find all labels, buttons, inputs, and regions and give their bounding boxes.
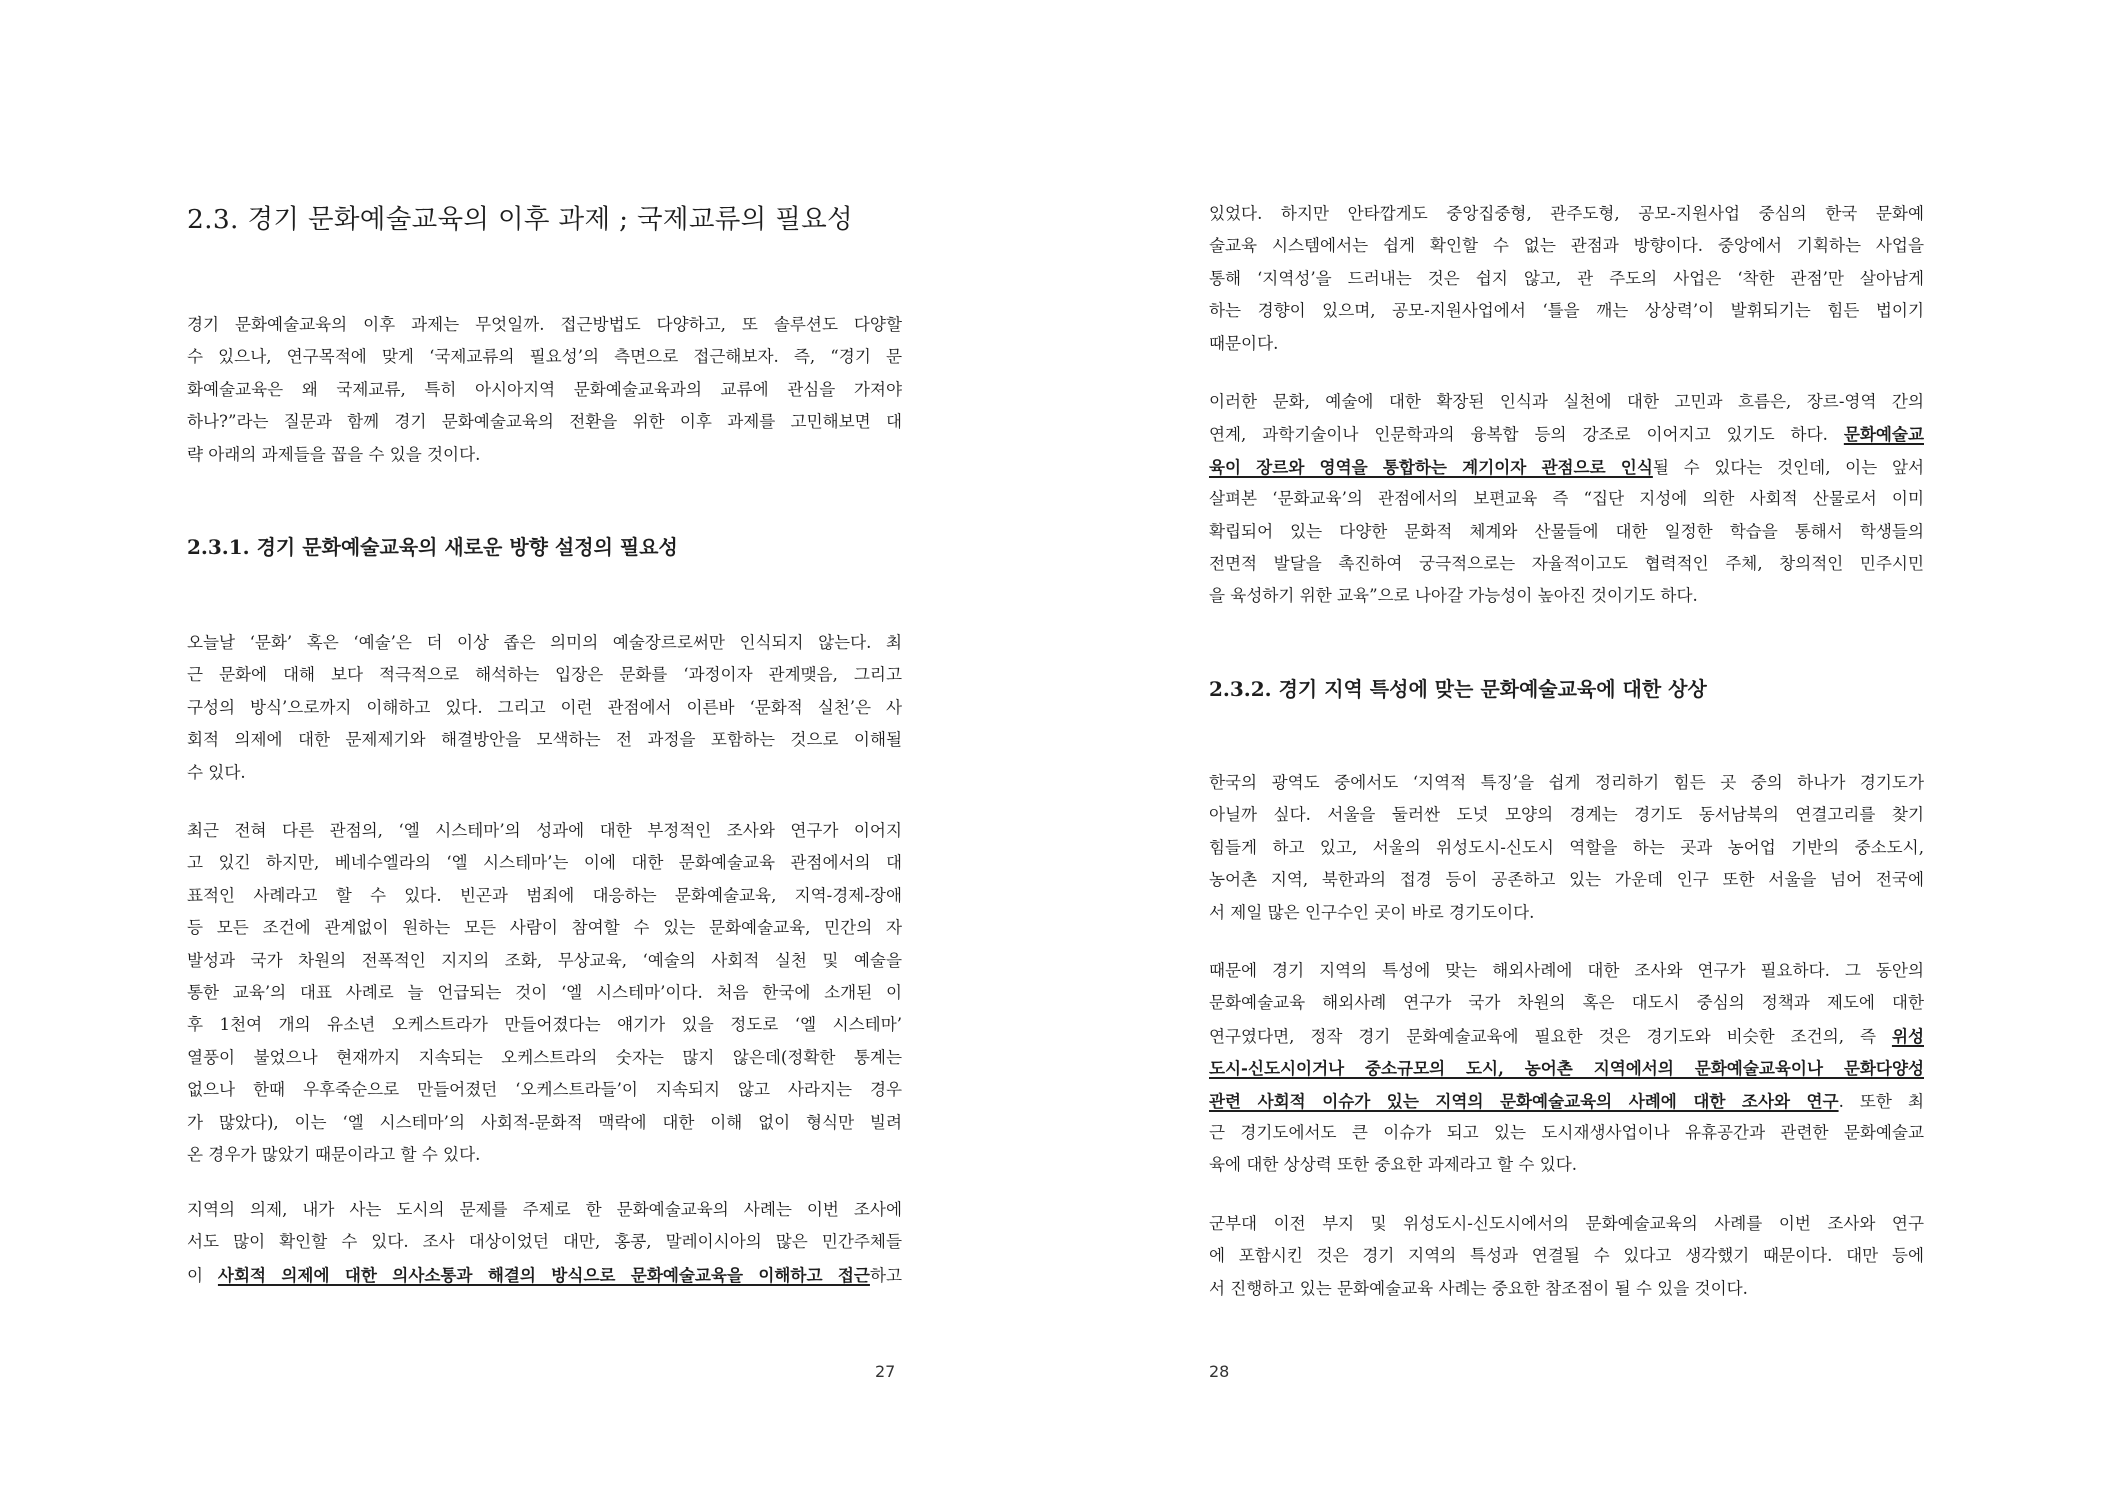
text-line: 없으나 한때 우후죽순으로 만들어졌던 ‘오케스트라들’이 지속되지 않고 사라지는 경우: [187, 1080, 902, 1100]
text-line: 최근 전혀 다른 관점의, ‘엘 시스테마’의 성과에 대한 부정적인 조사와 연구가 이어지: [187, 821, 902, 840]
text-line: 온 경우가 많았기 때문이라고 할 수 있다.: [187, 1144, 481, 1164]
text-line: 살펴본 ‘문화교육’의 관점에서의 보편교육 즉 “집단 지성에 의한 사회적 산물로서 이미: [1209, 489, 1924, 509]
text-line: 통해 ‘지역성’을 드러내는 것은 쉽지 않고, 관 주도의 사업은 ‘착한 관점’만 살아남게: [1209, 268, 1924, 288]
paragraph-1: [1209, 198, 1924, 360]
text-line: 표적인 사례라고 할 수 있다. 빈곤과 범죄에 대응하는 문화예술교육, 지역-경제-장애: [187, 885, 902, 905]
paragraph-5: [1209, 1208, 1924, 1305]
page-number: 28: [1209, 1362, 1230, 1381]
text-line: 확립되어 있는 다양한 문화적 체계와 산물들에 대한 일정한 학습을 통해서 학생들의: [1209, 521, 1924, 541]
text-line: 회적 의제에 대한 문제제기와 해결방안을 모색하는 전 과정을 포함하는 것으로 이해될: [187, 730, 902, 750]
text-line: 근 경기도에서도 큰 이슈가 되고 있는 도시재생사업이나 유휴공간과 관련한 문화예술교: [1209, 1122, 1924, 1142]
paragraph-3: [1209, 767, 1924, 929]
text-line: 서도 많이 확인할 수 있다. 조사 대상이었던 대만, 홍콩, 말레이시아의 많은 민간주체들: [187, 1232, 902, 1252]
text-line: 농어촌 지역, 북한과의 접경 등이 공존하고 있는 가운데 인구 또한 서울을 넘어 전국에: [1209, 870, 1924, 890]
text-line: 가 많았다), 이는 ‘엘 시스테마’의 사회적-문화적 맥락에 대한 이해 없이 형식만 빌려: [187, 1112, 902, 1132]
text-line: 수 있으나, 연구목적에 맞게 ‘국제교류의 필요성’의 측면으로 접근해보자. 즉, “경기 문: [187, 347, 902, 367]
paragraph-1: [187, 627, 902, 789]
underlined-emphasis: 문화예술교: [1843, 424, 1924, 445]
text-line: 때문이다.: [1209, 333, 1279, 353]
text-line: 서 진행하고 있는 문화예술교육 사례는 중요한 참조점이 될 수 있을 것이다.: [1209, 1278, 1748, 1298]
subsection-title: 2.3.2. 경기 지역 특성에 맞는 문화예술교육에 대한 상상: [1209, 677, 1707, 701]
page-number: 27: [875, 1362, 896, 1381]
text-segment: 연계, 과학기술이나 인문학과의 융복합 등의 강조로 이어지고 있기도 하다.: [1209, 425, 1844, 445]
text-line: 경기 문화예술교육의 이후 과제는 무엇일까. 접근방법도 다양하고, 또 솔루션도 다양할: [187, 315, 902, 334]
text-line: [187, 1259, 902, 1291]
underlined-emphasis: 사회적 의제에 대한 의사소통과 해결의 방식으로 문화예술교육을 이해하고 접근: [217, 1264, 870, 1285]
text-line: 이러한 문화, 예술에 대한 확장된 인식과 실천에 대한 고민과 흐름은, 장르-영역 간의: [1209, 392, 1924, 411]
text-line: 에 포함시킨 것은 경기 지역의 특성과 연결될 수 있다고 생각했기 때문이다. 대만 등에: [1209, 1246, 1924, 1266]
text-line: 열풍이 불었으나 현재까지 지속되는 오케스트라의 숫자는 많지 않은데(정확한 통계는: [187, 1047, 902, 1067]
text-line: 후 1천여 개의 유소년 오케스트라가 만들어졌다는 얘기가 있을 정도로 ‘엘 시스테마’: [187, 1015, 902, 1035]
text-line: [1209, 418, 1924, 450]
intro-paragraph: [187, 309, 902, 471]
text-line: 전면적 발달을 촉진하여 궁극적으로는 자율적이고도 협력적인 주체, 창의적인 민주시민: [1209, 553, 1924, 573]
text-line: 통한 교육’의 대표 사례로 늘 언급되는 것이 ‘엘 시스테마’이다. 처음 한국에 소개된 이: [187, 982, 902, 1002]
text-line: 군부대 이전 부지 및 위성도시-신도시에서의 문화예술교육의 사례를 이번 조사와 연구: [1209, 1214, 1924, 1233]
paragraph-2: [1209, 386, 1924, 613]
paragraph-2: [187, 815, 902, 1171]
text-line: 오늘날 ‘문화’ 혹은 ‘예술’은 더 이상 좁은 의미의 예술장르로써만 인식되지 않는다. 최: [187, 633, 902, 652]
underlined-emphasis: 위성: [1891, 1025, 1924, 1046]
underlined-emphasis: 관련 사회적 이슈가 있는 지역의 문화예술교육의 사례에 대한 조사와 연구: [1209, 1090, 1839, 1111]
text-segment: 될 수 있다는 것인데, 이는 앞서: [1652, 457, 1924, 477]
text-line: 서 제일 많은 인구수인 곳이 바로 경기도이다.: [1209, 902, 1535, 922]
text-line: 힘들게 하고 있고, 서울의 위성도시-신도시 역할을 하는 곳과 농어업 기반의 중소도시,: [1209, 837, 1924, 857]
text-line: [1209, 1020, 1924, 1052]
text-segment: 이: [187, 1265, 218, 1285]
text-line: 수 있다.: [187, 762, 246, 782]
paragraph-3: [187, 1194, 902, 1291]
left-page: [0, 0, 1052, 1488]
underlined-emphasis: 육이 장르와 영역을 통합하는 계기이자 관점으로 인식: [1209, 456, 1653, 477]
text-line: 있었다. 하지만 안타깝게도 중앙집중형, 관주도형, 공모-지원사업 중심의 한국 문화예: [1209, 204, 1924, 223]
text-line: 략 아래의 과제들을 꼽을 수 있을 것이다.: [187, 444, 481, 464]
text-segment: . 또한 최: [1838, 1091, 1924, 1111]
text-line: 아닐까 싶다. 서울을 둘러싼 도넛 모양의 경계는 경기도 동서남북의 연결고리를 찾기: [1209, 805, 1924, 825]
text-segment: 연구였다면, 정작 경기 문화예술교육에 필요한 것은 경기도와 비슷한 조건의, 즉: [1209, 1026, 1892, 1046]
text-line: 한국의 광역도 중에서도 ‘지역적 특징’을 쉽게 정리하기 힘든 곳 중의 하나가 경기도가: [1209, 773, 1924, 792]
paragraph-4: [1209, 955, 1924, 1182]
text-line: [1209, 451, 1924, 483]
text-line: [1209, 1085, 1924, 1117]
text-line: 화예술교육은 왜 국제교류, 특히 아시아지역 문화예술교육과의 교류에 관심을 가져야: [187, 379, 902, 399]
text-line: 근 문화에 대해 보다 적극적으로 해석하는 입장은 문화를 ‘과정이자 관계맺음, 그리고: [187, 665, 902, 685]
underlined-emphasis: 도시-신도시이거나 중소규모의 도시, 농어촌 지역에서의 문화예술교육이나 문화다양성: [1209, 1058, 1924, 1079]
text-line: 발성과 국가 차원의 전폭적인 지지의 조화, 무상교육, ‘예술의 사회적 실천 및 예술을: [187, 950, 902, 970]
text-line: 술교육 시스템에서는 쉽게 확인할 수 없는 관점과 방향이다. 중앙에서 기획하는 사업을: [1209, 236, 1924, 256]
text-line: 하나?”라는 질문과 함께 경기 문화예술교육의 전환을 위한 이후 과제를 고민해보면 대: [187, 412, 902, 432]
text-line: 육에 대한 상상력 또한 중요한 과제라고 할 수 있다.: [1209, 1155, 1578, 1175]
text-line: 때문에 경기 지역의 특성에 맞는 해외사례에 대한 조사와 연구가 필요하다. 그 동안의: [1209, 961, 1924, 980]
text-line: 등 모든 조건에 관계없이 원하는 모든 사람이 참여할 수 있는 문화예술교육, 민간의 자: [187, 918, 902, 938]
text-line: [1209, 1052, 1924, 1084]
text-line: 지역의 의제, 내가 사는 도시의 문제를 주제로 한 문화예술교육의 사례는 이번 조사에: [187, 1200, 902, 1219]
subsection-title: 2.3.1. 경기 문화예술교육의 새로운 방향 설정의 필요성: [187, 535, 678, 559]
right-page: [1052, 0, 2105, 1488]
text-line: 구성의 방식’으로까지 이해하고 있다. 그리고 이런 관점에서 이른바 ‘문화적 실천’은 사: [187, 697, 902, 717]
text-line: 고 있긴 하지만, 베네수엘라의 ‘엘 시스테마’는 이에 대한 문화예술교육 관점에서의 대: [187, 853, 902, 873]
text-segment: 하고: [869, 1265, 902, 1285]
text-line: 하는 경향이 있으며, 공모-지원사업에서 ‘틀을 깨는 상상력’이 발휘되기는 힘든 법이기: [1209, 301, 1924, 321]
text-line: 문화예술교육 해외사례 연구가 국가 차원의 혹은 대도시 중심의 정책과 제도에 대한: [1209, 993, 1924, 1013]
section-title: 2.3. 경기 문화예술교육의 이후 과제 ; 국제교류의 필요성: [187, 204, 853, 235]
text-line: 을 육성하기 위한 교육”으로 나아갈 가능성이 높아진 것이기도 하다.: [1209, 586, 1698, 606]
